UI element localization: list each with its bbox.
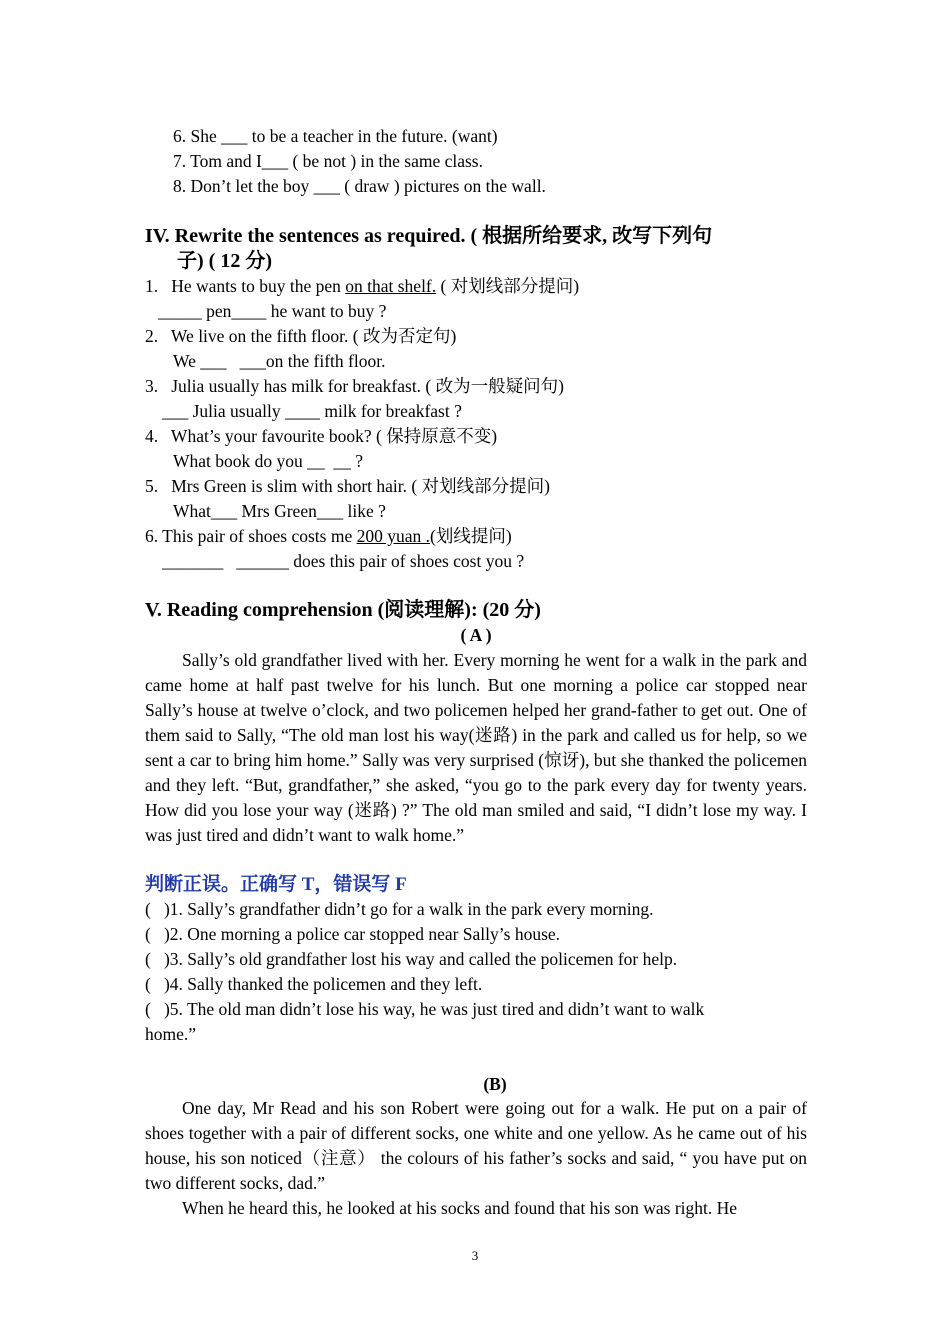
section-heading: IV. Rewrite the sentences as required. ( 根据所给要求, 改写下列句 (145, 225, 713, 247)
exercise-item: 8. Don’t let the boy ___ ( draw ) pictures on the wall. (173, 176, 546, 196)
answer-line-3: ___ Julia usually ____ milk for breakfast ? (162, 401, 462, 421)
passage-a: Sally’s old grandfather lived with her. Every morning he went for a walk in the park and came home at half past twelve for his lunch. But one morning a police car stopped near Sally’s house at twelve o’clock, and two policemen helped her grand-father to get out. One of them said to Sally, “The old man lost his way(迷路) in the park and called us for help, so we sent a car to bring him home.” Sally was very surprised (惊讶), but she thanked the policemen and they left. “But, grandfather,” she asked, “you go to the park every day for twenty years. How did you lose your way (迷路) ?” The old man smiled and said, “I didn’t lose my way. I was just tired and didn’t want to walk home.” (145, 650, 807, 845)
passage-b-paragraph-1: One day, Mr Read and his son Robert were going out for a walk. He put on a pair of shoes together with a pair of different socks, one white and one yellow. As he came out of his house, his son noticed（注意） the colours of his father’s socks and said, “ you have put on two different socks, dad.” (145, 1098, 807, 1193)
tf-item: ( )5. The old man didn’t lose his way, he was just tired and didn’t want to walk (145, 999, 705, 1019)
question-instruction: ( 对划线部分提问) (436, 276, 580, 296)
underlined-phrase: 200 yuan . (356, 526, 431, 546)
section-heading: V. Reading comprehension (阅读理解): (20 分) (145, 599, 541, 621)
passage-b-label: (B) (483, 1074, 507, 1094)
tf-instruction: 判断正误。正确写 T，错误写 F (145, 874, 407, 895)
tf-item: ( )2. One morning a police car stopped near Sally’s house. (145, 924, 561, 944)
tf-item-continuation: home.” (145, 1024, 197, 1044)
question-text: 1. He wants to buy the pen (145, 276, 346, 296)
question-4: 4. What’s your favourite book? ( 保持原意不变) (145, 426, 498, 446)
question-text: 6. This pair of shoes costs me (145, 526, 357, 546)
answer-line-4: What book do you __ __ ? (173, 451, 364, 471)
underlined-phrase: on that shelf. (345, 276, 437, 296)
question-5: 5. Mrs Green is slim with short hair. ( 对划线部分提问) (145, 476, 550, 496)
question-1 (145, 274, 579, 299)
answer-line-1: _____ pen____ he want to buy ? (158, 301, 387, 321)
question-instruction: (划线提问) (430, 526, 512, 546)
question-2: 2. We live on the fifth floor. ( 改为否定句) (145, 326, 457, 346)
section-heading-cont: 子) ( 12 分) (177, 250, 272, 272)
exercise-item: 6. She ___ to be a teacher in the future. (want) (173, 126, 498, 146)
passage-a-label: ( A ) (460, 625, 492, 645)
tf-item: ( )3. Sally’s old grandfather lost his way and called the policemen for help. (145, 949, 678, 969)
tf-item: ( )4. Sally thanked the policemen and they left. (145, 974, 483, 994)
page-number: 3 (471, 1248, 479, 1263)
question-3: 3. Julia usually has milk for breakfast. ( 改为一般疑问句) (145, 376, 564, 396)
answer-line-5: What___ Mrs Green___ like ? (173, 501, 386, 521)
passage-b-paragraph-2: When he heard this, he looked at his socks and found that his son was right. He (182, 1198, 738, 1218)
exercise-item: 7. Tom and I___ ( be not ) in the same class. (173, 151, 483, 171)
answer-line-2: We ___ ___on the fifth floor. (173, 351, 386, 371)
answer-line-6: _______ ______ does this pair of shoes cost you ? (162, 551, 525, 571)
question-6 (145, 524, 512, 549)
tf-item: ( )1. Sally’s grandfather didn’t go for a walk in the park every morning. (145, 899, 654, 919)
